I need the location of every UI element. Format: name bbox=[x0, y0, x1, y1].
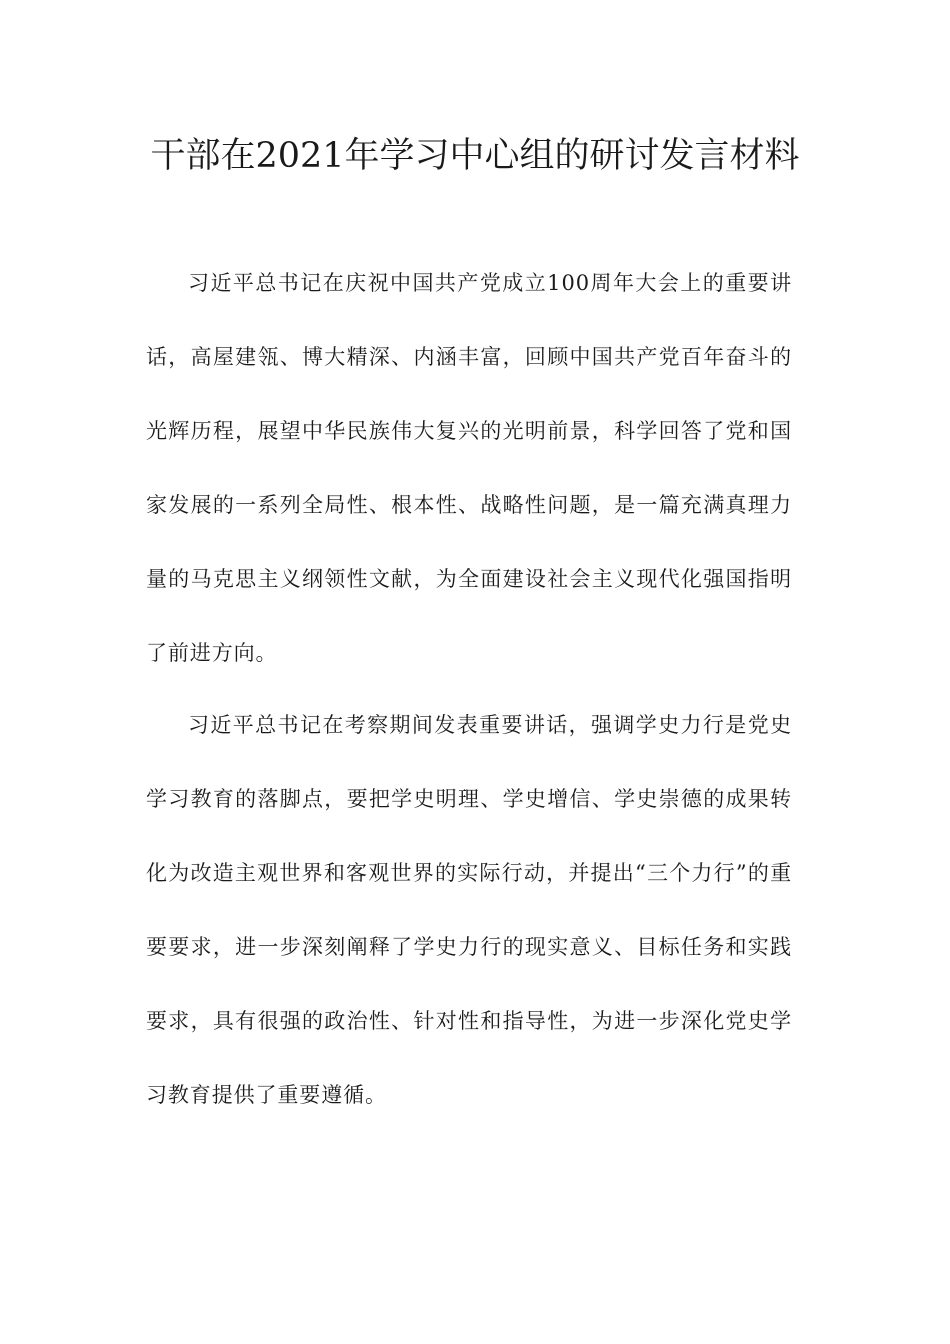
body-paragraph: 习近平总书记在庆祝中国共产党成立100周年大会上的重要讲话，高屋建瓴、博大精深、内涵丰富，回顾中国共产党百年奋斗的光辉历程，展望中华民族伟大复兴的光明前景，科学回答了党和国家发展的一系列全局性、根本性、战略性问题，是一篇充满真理力量的马克思主义纲领性文献，为全面建设社会主义现代化强国指明了前进方向。 bbox=[146, 271, 792, 665]
document-title: 干部在2021年学习中心组的研讨发言材料 bbox=[150, 136, 800, 176]
body-paragraph: 习近平总书记在考察期间发表重要讲话，强调学史力行是党史学习教育的落脚点，要把学史明理、学史增信、学史崇德的成果转化为改造主观世界和客观世界的实际行动，并提出“三个力行”的重要要求，进一步深刻阐释了学史力行的现实意义、目标任务和实践要求，具有很强的政治性、针对性和指导性，为进一步深化党史学习教育提供了重要遵循。 bbox=[146, 713, 792, 1107]
